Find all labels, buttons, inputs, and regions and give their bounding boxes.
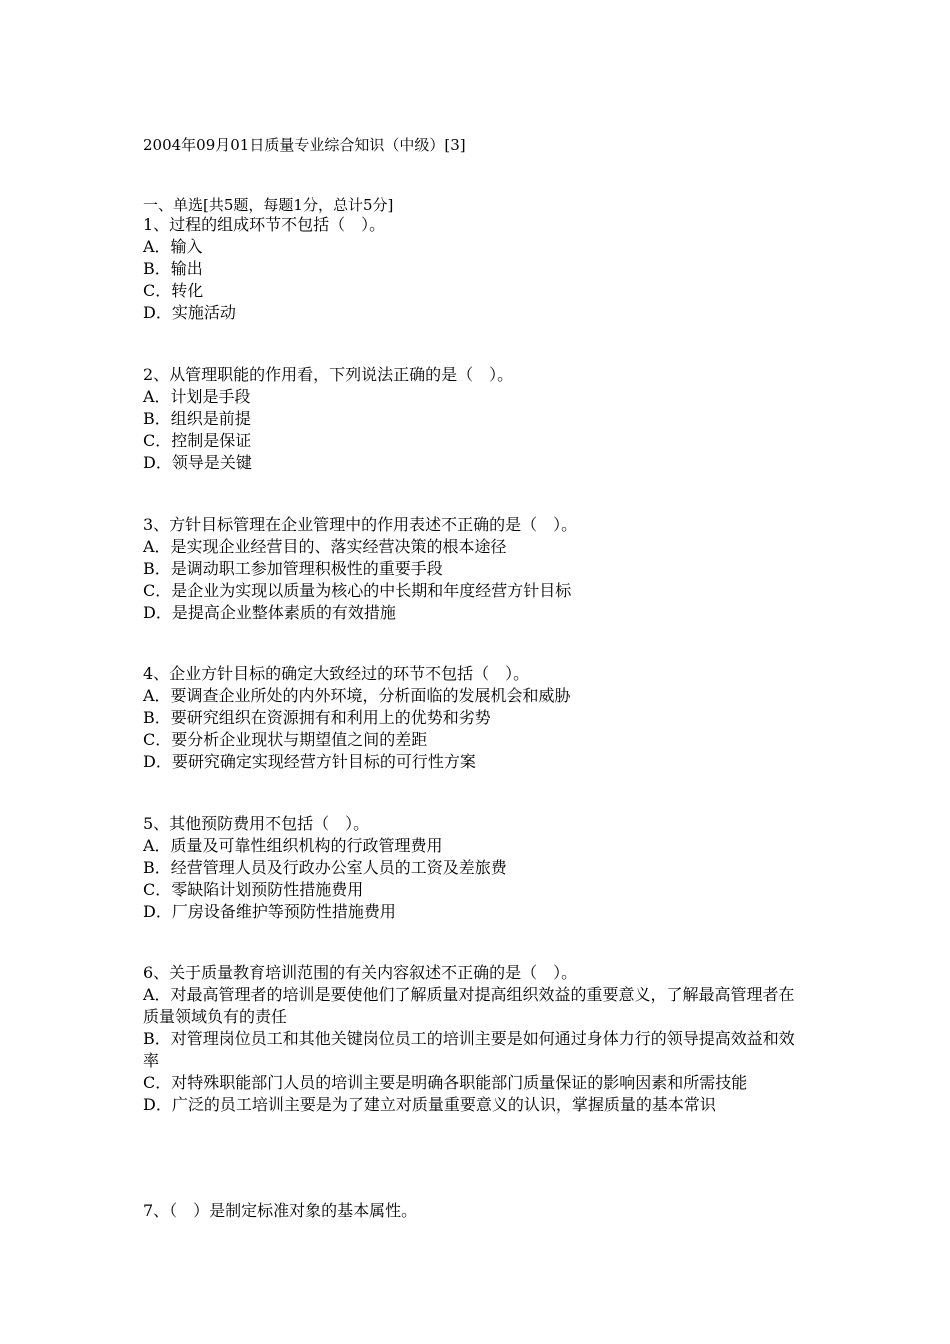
option-c: C．是企业为实现以质量为核心的中长期和年度经营方针目标	[143, 581, 572, 600]
question-1	[143, 214, 808, 324]
question-stem: 6、关于质量教育培训范围的有关内容叙述不正确的是（ ）。	[143, 963, 578, 982]
option-c: C．零缺陷计划预防性措施费用	[143, 880, 364, 899]
question-6	[143, 962, 808, 1116]
option-c: C．要分析企业现状与期望值之间的差距	[143, 730, 428, 749]
option-d: D．广泛的员工培训主要是为了建立对质量重要意义的认识，掌握质量的基本常识	[143, 1095, 716, 1114]
option-d: D．实施活动	[143, 303, 236, 322]
option-a: A．要调查企业所处的内外环境，分析面临的发展机会和威胁	[143, 686, 571, 705]
option-a: A．质量及可靠性组织机构的行政管理费用	[143, 836, 443, 855]
option-d: D．要研究确定实现经营方针目标的可行性方案	[143, 752, 476, 771]
option-d: D．是提高企业整体素质的有效措施	[143, 603, 396, 622]
option-c: C．控制是保证	[143, 431, 252, 450]
option-b: B．输出	[143, 259, 203, 278]
option-b: B．是调动职工参加管理积极性的重要手段	[143, 559, 443, 578]
question-5	[143, 813, 808, 923]
question-4	[143, 663, 808, 773]
document-title: 2004年09月01日质量专业综合知识（中级）[3]	[143, 136, 466, 154]
question-2	[143, 364, 808, 474]
option-c: C．转化	[143, 281, 204, 300]
option-b: B．要研究组织在资源拥有和利用上的优势和劣势	[143, 708, 491, 727]
question-stem: 1、过程的组成环节不包括（ ）。	[143, 215, 386, 234]
option-d: D．领导是关键	[143, 453, 252, 472]
option-a: A．对最高管理者的培训是要使他们了解质量对提高组织效益的重要意义，了解最高管理者在质量领域负有的责任	[143, 985, 795, 1026]
option-d: D．厂房设备维护等预防性措施费用	[143, 902, 396, 921]
question-3	[143, 514, 808, 624]
question-7	[143, 1200, 808, 1222]
question-stem: 2、从管理职能的作用看，下列说法正确的是（ ）。	[143, 365, 514, 384]
option-b: B．对管理岗位员工和其他关键岗位员工的培训主要是如何通过身体力行的领导提高效益和效率	[143, 1029, 795, 1070]
option-a: A．计划是手段	[143, 387, 251, 406]
question-stem: 7、（ ）是制定标准对象的基本属性。	[143, 1201, 418, 1220]
question-stem: 5、其他预防费用不包括（ ）。	[143, 814, 370, 833]
question-stem: 3、方针目标管理在企业管理中的作用表述不正确的是（ ）。	[143, 515, 578, 534]
option-c: C．对特殊职能部门人员的培训主要是明确各职能部门质量保证的影响因素和所需技能	[143, 1073, 748, 1092]
option-b: B．经营管理人员及行政办公室人员的工资及差旅费	[143, 858, 507, 877]
option-a: A．输入	[143, 237, 203, 256]
question-stem: 4、企业方针目标的确定大致经过的环节不包括（ ）。	[143, 664, 530, 683]
option-b: B．组织是前提	[143, 409, 251, 428]
section-header: 一、单选[共5题，每题1分，总计5分]	[143, 196, 394, 214]
option-a: A．是实现企业经营目的、落实经营决策的根本途径	[143, 537, 507, 556]
